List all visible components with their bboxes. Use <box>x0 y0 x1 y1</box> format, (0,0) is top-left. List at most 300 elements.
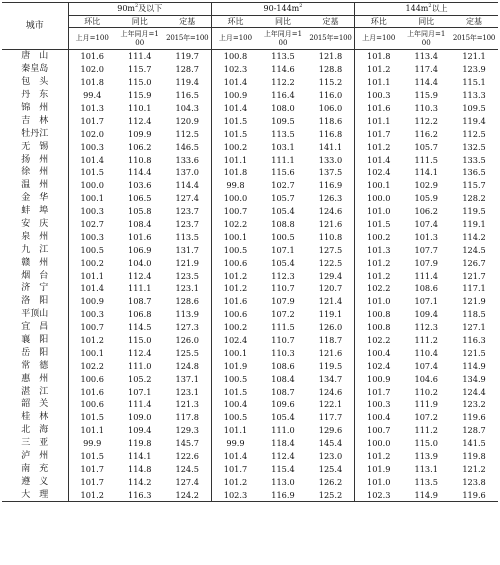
value-cell: 100.6 <box>68 398 116 411</box>
table-row <box>2 153 498 166</box>
value-cell: 104.6 <box>414 373 438 384</box>
value-cell: 101.7 <box>68 114 116 127</box>
value-cell: 105.4 <box>271 412 295 423</box>
sub-header-fixed-base: 定基 <box>450 16 498 28</box>
value-cell: 101.5 <box>211 385 259 398</box>
value-cell: 116.8 <box>318 128 343 139</box>
value-cell: 102.0 <box>68 63 116 76</box>
value-cell: 101.2 <box>68 488 116 501</box>
value-cell: 134.7 <box>318 373 343 384</box>
value-cell: 114.4 <box>414 77 438 88</box>
value-cell: 100.0 <box>211 192 259 205</box>
value-cell: 115.7 <box>127 64 152 75</box>
group-header-small: $90m^2$及以下 <box>68 3 211 16</box>
value-cell: 101.6 <box>68 385 116 398</box>
value-cell: 124.6 <box>318 206 343 217</box>
table-row <box>2 463 498 476</box>
value-cell: 101.6 <box>127 231 152 242</box>
value-cell: 116.9 <box>318 180 343 191</box>
value-cell: 119.8 <box>462 451 486 462</box>
value-cell: 100.1 <box>68 192 116 205</box>
table-row <box>2 205 498 218</box>
table-row <box>2 230 498 243</box>
value-cell: 100.1 <box>68 346 116 359</box>
table-row <box>2 424 498 437</box>
table-row <box>2 308 498 321</box>
value-cell: 119.4 <box>462 115 486 126</box>
value-cell: 101.2 <box>355 140 403 153</box>
table-row <box>2 437 498 450</box>
value-cell: 101.7 <box>68 463 116 476</box>
table-row <box>2 63 498 76</box>
value-cell: 100.6 <box>211 256 259 269</box>
table-row <box>2 269 498 282</box>
value-cell: 108.0 <box>271 103 295 113</box>
value-cell: 123.7 <box>175 219 199 230</box>
value-cell: 110.2 <box>414 386 438 397</box>
value-cell: 114.1 <box>414 167 438 178</box>
value-cell: 114.2 <box>127 476 152 487</box>
value-cell: 124.2 <box>164 488 212 501</box>
value-cell: 110.8 <box>318 231 343 242</box>
value-cell: 119.6 <box>450 488 498 501</box>
value-cell: 108.7 <box>127 296 152 307</box>
city-name-cell: 泸 州 <box>21 451 49 462</box>
value-cell: 112.2 <box>414 115 438 126</box>
city-name-cell: 惠 州 <box>21 373 49 384</box>
value-cell: 107.2 <box>271 309 295 320</box>
value-cell: 145.4 <box>318 438 343 449</box>
value-cell: 101.5 <box>355 218 403 231</box>
value-cell: 115.0 <box>127 77 152 88</box>
value-cell: 111.4 <box>127 399 152 410</box>
value-cell: 105.4 <box>271 257 295 268</box>
value-cell: 106.0 <box>318 103 343 113</box>
table-row <box>2 114 498 127</box>
table-row <box>2 295 498 308</box>
value-cell: 117.8 <box>175 412 199 423</box>
value-cell: 134.9 <box>462 373 486 384</box>
base-header-prev-year: 上年同月=1 00 <box>116 28 164 50</box>
value-cell: 111.2 <box>414 425 438 436</box>
value-cell: 109.4 <box>414 309 438 320</box>
value-cell: 125.4 <box>318 463 343 474</box>
sub-header-fixed-base: 定基 <box>307 16 355 28</box>
value-cell: 101.5 <box>211 114 259 127</box>
base-header-prev-year: 上年同月=1 00 <box>259 28 307 50</box>
value-cell: 101.1 <box>355 76 403 89</box>
city-name-cell: 徐 州 <box>21 167 49 178</box>
value-cell: 100.9 <box>68 295 116 308</box>
value-cell: 109.9 <box>127 128 152 139</box>
value-cell: 101.0 <box>355 475 403 488</box>
value-cell: 133.5 <box>462 154 486 165</box>
value-cell: 112.4 <box>127 270 152 281</box>
city-name-cell: 湛 江 <box>21 386 49 397</box>
city-name-cell: 包 头 <box>21 77 49 88</box>
value-cell: 112.4 <box>127 347 152 358</box>
value-cell: 101.2 <box>211 282 259 295</box>
value-cell: 102.0 <box>68 127 116 140</box>
value-cell: 110.4 <box>414 347 438 358</box>
value-cell: 106.2 <box>127 141 152 152</box>
value-cell: 122.5 <box>318 257 343 268</box>
value-cell: 101.5 <box>68 411 116 424</box>
value-cell: 101.2 <box>211 475 259 488</box>
value-cell: 100.9 <box>355 372 403 385</box>
value-cell: 111.5 <box>271 322 295 333</box>
value-cell: 102.4 <box>211 334 259 347</box>
value-cell: 121.5 <box>462 347 486 358</box>
value-cell: 117.4 <box>414 64 438 75</box>
value-cell: 101.2 <box>68 334 116 347</box>
value-cell: 124.8 <box>175 360 199 371</box>
value-cell: 104.0 <box>127 257 152 268</box>
value-cell: 109.4 <box>127 425 152 436</box>
sub-header-mom: 环比 <box>355 16 403 28</box>
table-row <box>2 346 498 359</box>
table-row <box>2 321 498 334</box>
value-cell: 127.5 <box>318 244 343 255</box>
value-cell: 101.5 <box>68 166 116 179</box>
value-cell: 101.6 <box>68 50 116 63</box>
value-cell: 125.5 <box>175 347 199 358</box>
value-cell: 119.5 <box>318 360 343 371</box>
value-cell: 101.1 <box>355 114 403 127</box>
value-cell: 101.1 <box>211 153 259 166</box>
city-name-cell: 九 江 <box>21 244 49 255</box>
value-cell: 127.4 <box>175 476 199 487</box>
value-cell: 116.4 <box>271 90 295 101</box>
table-row <box>2 372 498 385</box>
value-cell: 116.3 <box>462 335 486 346</box>
value-cell: 100.8 <box>355 308 403 321</box>
city-name-cell: 桂 林 <box>21 412 49 423</box>
value-cell: 129.3 <box>175 425 199 436</box>
table-row <box>2 450 498 463</box>
value-cell: 108.4 <box>127 219 152 230</box>
value-cell: 111.0 <box>127 360 152 371</box>
value-cell: 126.3 <box>318 193 343 204</box>
value-cell: 101.2 <box>355 256 403 269</box>
base-header-prev-month: 上月=100 <box>68 28 116 50</box>
city-name-cell: 赣 州 <box>21 257 49 268</box>
value-cell: 119.4 <box>175 77 199 88</box>
value-cell: 113.0 <box>271 476 295 487</box>
value-cell: 101.8 <box>211 166 259 179</box>
value-cell: 121.8 <box>318 51 343 62</box>
city-name-cell: 宜 昌 <box>21 322 49 333</box>
value-cell: 115.7 <box>462 180 486 191</box>
value-cell: 99.8 <box>211 179 259 192</box>
city-column-header: 城市 <box>2 3 68 50</box>
value-cell: 113.5 <box>271 128 295 139</box>
value-cell: 101.7 <box>211 463 259 476</box>
base-header-2015: 2015年=100 <box>164 28 212 50</box>
value-cell: 137.0 <box>175 167 199 178</box>
value-cell: 108.4 <box>271 373 295 384</box>
value-cell: 119.5 <box>462 206 486 217</box>
value-cell: 113.5 <box>175 231 199 242</box>
value-cell: 106.8 <box>127 309 152 320</box>
value-cell: 133.0 <box>318 154 343 165</box>
value-cell: 100.5 <box>68 243 116 256</box>
value-cell: 121.6 <box>318 219 343 230</box>
value-cell: 123.1 <box>175 386 199 397</box>
value-cell: 114.9 <box>402 488 450 501</box>
value-cell: 106.9 <box>127 244 152 255</box>
city-name-cell: 牡丹江 <box>21 128 49 139</box>
city-name-cell: 温 州 <box>21 180 49 191</box>
value-cell: 114.8 <box>127 463 152 474</box>
base-header-prev-month: 上月=100 <box>355 28 403 50</box>
value-cell: 106.2 <box>414 206 438 217</box>
sub-header-fixed-base: 定基 <box>164 16 212 28</box>
value-cell: 118.4 <box>271 438 295 449</box>
value-cell: 116.3 <box>116 488 164 501</box>
value-cell: 108.6 <box>414 283 438 294</box>
city-name-cell: 大 理 <box>2 488 68 501</box>
table-row <box>2 102 498 115</box>
value-cell: 119.1 <box>318 309 343 320</box>
value-cell: 101.3 <box>355 243 403 256</box>
table-row <box>2 166 498 179</box>
value-cell: 100.6 <box>211 308 259 321</box>
value-cell: 141.5 <box>462 438 486 449</box>
value-cell: 100.3 <box>68 140 116 153</box>
value-cell: 121.3 <box>175 399 199 410</box>
value-cell: 100.4 <box>211 398 259 411</box>
value-cell: 102.3 <box>355 488 403 501</box>
value-cell: 119.1 <box>462 219 486 230</box>
value-cell: 120.9 <box>175 115 199 126</box>
value-cell: 100.9 <box>211 89 259 102</box>
value-cell: 100.3 <box>355 89 403 102</box>
city-name-cell: 秦皇岛 <box>21 64 49 75</box>
table-row <box>2 76 498 89</box>
value-cell: 107.1 <box>127 386 152 397</box>
value-cell: 99.4 <box>68 89 116 102</box>
value-cell: 100.0 <box>355 437 403 450</box>
table-row <box>2 179 498 192</box>
value-cell: 100.5 <box>211 372 259 385</box>
value-cell: 100.0 <box>355 192 403 205</box>
value-cell: 141.1 <box>318 141 343 152</box>
value-cell: 100.1 <box>211 230 259 243</box>
city-name-cell: 锦 州 <box>21 103 49 113</box>
value-cell: 127.1 <box>462 322 486 333</box>
value-cell: 101.4 <box>68 282 116 295</box>
value-cell: 100.0 <box>68 179 116 192</box>
value-cell: 101.2 <box>211 269 259 282</box>
value-cell: 112.4 <box>271 451 295 462</box>
value-cell: 128.8 <box>318 64 343 75</box>
value-cell: 101.4 <box>211 76 259 89</box>
value-cell: 121.9 <box>175 257 199 268</box>
table-row <box>2 127 498 140</box>
city-name-cell: 泉 州 <box>21 231 49 242</box>
value-cell: 101.0 <box>355 295 403 308</box>
value-cell: 109.0 <box>127 412 152 423</box>
value-cell: 108.6 <box>271 360 295 371</box>
value-cell: 126.0 <box>318 322 343 333</box>
value-cell: 137.1 <box>175 373 199 384</box>
value-cell: 129.4 <box>318 270 343 281</box>
value-cell: 111.1 <box>127 283 152 294</box>
value-cell: 103.6 <box>127 180 152 191</box>
value-cell: 113.5 <box>414 476 438 487</box>
value-cell: 107.4 <box>414 219 438 230</box>
value-cell: 128.7 <box>175 64 199 75</box>
value-cell: 100.5 <box>211 411 259 424</box>
city-name-cell: 安 庆 <box>21 219 49 230</box>
value-cell: 107.4 <box>414 360 438 371</box>
value-cell: 120.7 <box>318 283 343 294</box>
value-cell: 101.2 <box>355 269 403 282</box>
value-cell: 101.6 <box>355 102 403 115</box>
value-cell: 114.2 <box>462 231 486 242</box>
value-cell: 101.2 <box>355 63 403 76</box>
value-cell: 102.7 <box>271 180 295 191</box>
value-cell: 115.9 <box>127 90 152 101</box>
value-cell: 102.9 <box>414 180 438 191</box>
value-cell: 105.7 <box>414 141 438 152</box>
base-header-2015: 2015年=100 <box>450 28 498 50</box>
value-cell: 128.2 <box>462 193 486 204</box>
value-cell: 101.5 <box>211 127 259 140</box>
value-cell: 121.1 <box>462 51 486 62</box>
value-cell: 108.7 <box>271 386 295 397</box>
value-cell: 101.1 <box>68 424 116 437</box>
value-cell: 101.9 <box>355 463 403 476</box>
table-row <box>2 140 498 153</box>
value-cell: 100.3 <box>355 398 403 411</box>
value-cell: 108.8 <box>271 219 295 230</box>
value-cell: 112.2 <box>271 77 295 88</box>
value-cell: 123.2 <box>462 399 486 410</box>
value-cell: 132.5 <box>462 141 486 152</box>
value-cell: 100.3 <box>68 230 116 243</box>
value-cell: 111.9 <box>414 399 438 410</box>
value-cell: 100.3 <box>68 205 116 218</box>
value-cell: 121.9 <box>462 296 486 307</box>
value-cell: 102.4 <box>355 359 403 372</box>
value-cell: 107.2 <box>414 412 438 423</box>
value-cell: 105.8 <box>127 206 152 217</box>
value-cell: 110.7 <box>271 335 295 346</box>
value-cell: 113.5 <box>271 51 295 62</box>
value-cell: 110.8 <box>127 154 152 165</box>
value-cell: 115.9 <box>414 90 438 101</box>
value-cell: 113.3 <box>462 90 486 101</box>
value-cell: 101.3 <box>414 231 438 242</box>
sub-header-mom: 环比 <box>68 16 116 28</box>
table-row <box>2 385 498 398</box>
value-cell: 110.3 <box>271 347 295 358</box>
table-row <box>2 334 498 347</box>
value-cell: 114.4 <box>127 167 152 178</box>
group-header-medium: $90-144m^2$ <box>211 3 354 16</box>
value-cell: 126.7 <box>462 257 486 268</box>
value-cell: 101.0 <box>355 205 403 218</box>
value-cell: 105.4 <box>271 206 295 217</box>
sub-header-yoy: 同比 <box>259 16 307 28</box>
value-cell: 114.5 <box>127 322 152 333</box>
value-cell: 123.5 <box>175 270 199 281</box>
value-cell: 100.2 <box>355 230 403 243</box>
value-cell: 107.9 <box>271 296 295 307</box>
value-cell: 121.2 <box>462 463 486 474</box>
value-cell: 115.0 <box>414 438 438 449</box>
base-header-2015: 2015年=100 <box>307 28 355 50</box>
value-cell: 126.0 <box>175 335 199 346</box>
value-cell: 100.8 <box>355 321 403 334</box>
city-name-cell: 常 德 <box>21 360 49 371</box>
value-cell: 112.3 <box>271 270 295 281</box>
city-name-cell: 吉 林 <box>21 115 49 126</box>
value-cell: 110.7 <box>271 283 295 294</box>
city-name-cell: 丹 东 <box>21 90 49 101</box>
value-cell: 106.5 <box>127 193 152 204</box>
value-cell: 119.8 <box>127 438 152 449</box>
city-name-cell: 洛 阳 <box>21 296 49 307</box>
city-name-cell: 平顶山 <box>21 309 49 320</box>
sub-header-mom: 环比 <box>211 16 259 28</box>
table-row <box>2 243 498 256</box>
city-name-cell: 金 华 <box>21 193 49 204</box>
value-cell: 115.6 <box>271 167 295 178</box>
value-cell: 123.9 <box>462 64 486 75</box>
city-name-cell: 北 海 <box>21 425 49 436</box>
value-cell: 101.2 <box>355 450 403 463</box>
value-cell: 102.2 <box>68 359 116 372</box>
value-cell: 114.4 <box>175 180 199 191</box>
city-name-cell: 济 宁 <box>21 283 49 294</box>
table-body <box>2 50 498 502</box>
city-name-cell: 三 亚 <box>21 438 49 449</box>
city-name-cell: 无 锡 <box>21 141 49 152</box>
value-cell: 107.1 <box>414 296 438 307</box>
value-cell: 128.7 <box>462 425 486 436</box>
value-cell: 107.9 <box>414 257 438 268</box>
value-cell: 100.2 <box>211 321 259 334</box>
value-cell: 105.2 <box>127 373 152 384</box>
value-cell: 127.4 <box>175 193 199 204</box>
value-cell: 118.5 <box>462 309 486 320</box>
value-cell: 116.5 <box>175 90 199 101</box>
city-name-cell: 烟 台 <box>21 270 49 281</box>
value-cell: 101.8 <box>68 76 116 89</box>
value-cell: 104.3 <box>175 103 199 113</box>
value-cell: 121.4 <box>318 296 343 307</box>
value-cell: 115.1 <box>462 77 486 88</box>
value-cell: 125.2 <box>307 488 355 501</box>
value-cell: 121.6 <box>318 347 343 358</box>
value-cell: 112.3 <box>414 322 438 333</box>
value-cell: 113.4 <box>414 51 438 62</box>
base-header-prev-year: 上年同月=1 00 <box>402 28 450 50</box>
value-cell: 111.2 <box>414 335 438 346</box>
city-name-cell: 遵 义 <box>21 476 49 487</box>
value-cell: 129.6 <box>318 425 343 436</box>
value-cell: 119.7 <box>175 51 199 62</box>
value-cell: 102.2 <box>355 334 403 347</box>
value-cell: 122.6 <box>175 451 199 462</box>
value-cell: 100.6 <box>68 372 116 385</box>
base-header-prev-month: 上月=100 <box>211 28 259 50</box>
value-cell: 102.2 <box>355 282 403 295</box>
value-cell: 115.0 <box>127 335 152 346</box>
